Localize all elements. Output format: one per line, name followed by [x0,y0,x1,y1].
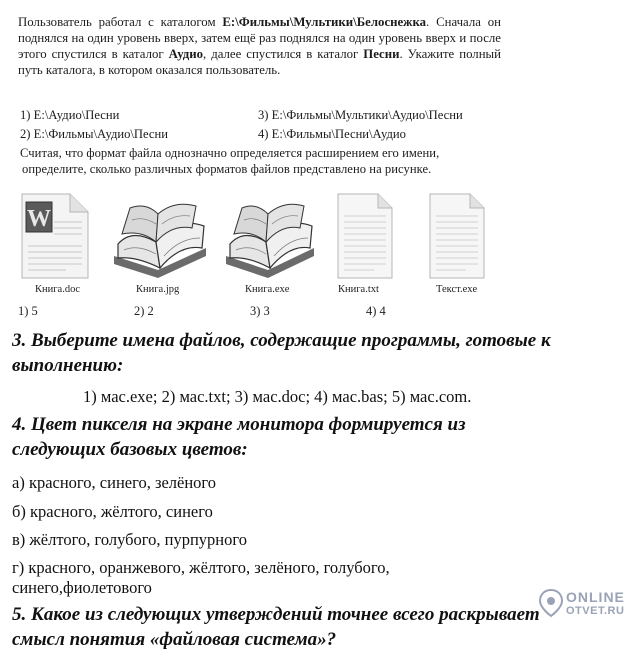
format-question-line2: определите, сколько различных форматов файлов представлено на рисунке. [22,162,432,176]
file-name-exe-2: Текст.exe [436,284,478,295]
word-document-icon [16,190,94,282]
svg-text:W: W [27,206,51,232]
question-4-option-d-line2: синего,фиолетового [12,578,152,597]
start-path: E:\Фильмы\Мультики\Белоснежка [222,15,427,29]
question-4-option-c: в) жёлтого, голубого, пурпурного [12,530,247,549]
file-name-txt: Книга.txt [338,284,379,295]
question-4-option-a: а) красного, синего, зелёного [12,473,217,492]
task-text-3: , далее спустился в каталог [203,47,364,61]
format-answer-1: 1) 5 [18,304,38,318]
question-5-line2: смысл понятия «файловая система»? [12,629,337,650]
file-name-doc: Книга.doc [35,284,80,295]
watermark-top: ONLINE [566,589,625,605]
question-4-line1: 4. Цвет пикселя на экране монитора формируется из [12,414,466,435]
format-answer-2: 2) 2 [134,304,154,318]
question-3-line1: 3. Выберите имена файлов, содержащие программы, готовые к [12,330,551,351]
question-4-line2: следующих базовых цветов: [12,439,248,460]
text-file-icon [334,190,396,282]
option-1: 1) E:\Аудио\Песни [20,108,120,122]
task-paragraph [18,14,501,78]
file-name-jpg: Книга.jpg [136,284,180,295]
task-text-4: . Укажите полный путь каталога, в котором оказался пользователь. [18,47,501,77]
option-4: 4) E:\Фильмы\Песни\Аудио [258,127,406,141]
task-text-1: Пользователь работал с каталогом [18,15,223,29]
format-answer-4: 4) 4 [366,304,386,318]
open-book-icon [222,198,318,280]
watermark-bottom: OTVET.RU [566,605,625,617]
open-book-icon [110,198,210,280]
option-3: 3) E:\Фильмы\Мультики\Аудио\Песни [258,108,463,122]
question-3-line2: выполнению: [12,355,124,376]
folder-songs: Песни [363,47,400,61]
question-5-line1: 5. Какое из следующих утверждений точнее всего раскрывает [12,604,540,625]
option-2: 2) E:\Фильмы\Аудио\Песни [20,127,168,141]
format-question-line1: Считая, что формат файла однозначно определяется расширением его имени, [20,146,440,160]
file-name-exe: Книга.exe [245,284,290,295]
location-pin-icon [538,588,564,618]
folder-audio: Аудио [168,47,204,61]
task-text-2: . Сначала он поднялся на один уровень вверх, затем ещё раз поднялся на один уровень вверх и после этого спустился в каталог [18,15,501,61]
format-answer-3: 3) 3 [250,304,270,318]
question-4-option-b: б) красного, жёлтого, синего [12,502,213,521]
question-3-answers: 1) мас.exe; 2) мас.txt; 3) мас.doc; 4) мас.bas; 5) мас.com. [83,387,472,406]
question-4-option-d-line1: г) красного, оранжевого, жёлтого, зелёного, голубого, [12,558,390,577]
text-file-icon [426,190,488,282]
